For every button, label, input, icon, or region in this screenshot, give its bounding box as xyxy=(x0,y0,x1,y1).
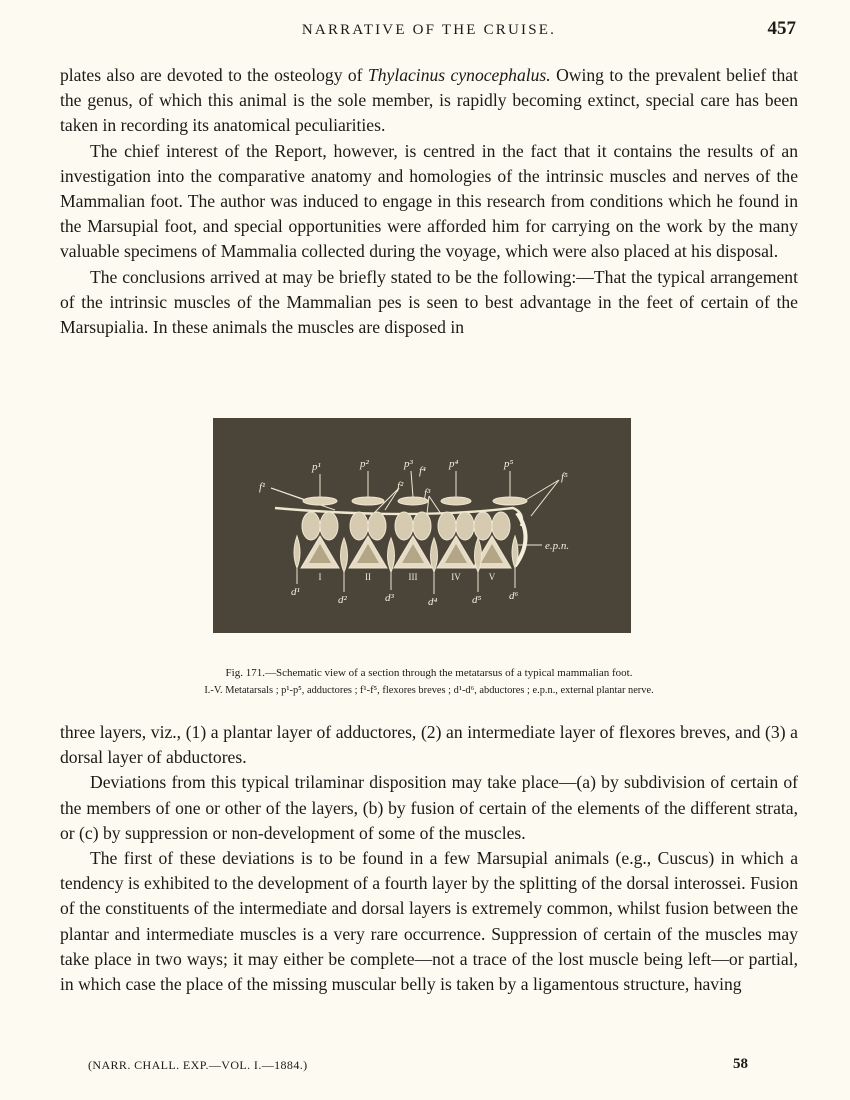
numeral-iv: IV xyxy=(451,572,461,582)
numeral-iii: III xyxy=(408,572,418,582)
figure-171 xyxy=(213,418,631,633)
label-f5: f⁵ xyxy=(561,471,568,483)
label-d3: d³ xyxy=(385,592,394,604)
numeral-ii: II xyxy=(365,572,371,582)
metatarsus-section-diagram xyxy=(213,418,631,633)
label-p3: p³ xyxy=(404,458,413,470)
page-footer xyxy=(88,1056,748,1078)
numeral-i: I xyxy=(318,572,322,582)
label-f1: f¹ xyxy=(259,481,266,493)
page-header xyxy=(60,18,798,44)
species-name: Thylacinus cynocephalus. xyxy=(367,65,551,85)
body-text-top xyxy=(60,63,798,340)
figure-caption-title: Fig. 171.—Schematic view of a section through the metatarsus of a typical mammalian foot. xyxy=(225,667,633,679)
paragraph-6: The first of these deviations is to be found in a few Marsupial animals (e.g., Cuscus) in which a tendency is exhibited to the development of a fourth layer by the splitting of the dorsal interossei. Fusion of the constituents of the intermediate and dorsal layers is extremely common, whilst fusion between the plantar and intermediate muscles is a very rare occurrence. Suppression of certain of the muscles may take place in two ways; it may either be complete—not a trace of the lost muscle being left—or partial, in which case the place of the missing muscular belly is taken by a ligamentous structure, having xyxy=(60,848,798,995)
label-f3: f³ xyxy=(424,487,431,499)
label-p5: p⁵ xyxy=(504,458,514,470)
paragraph-3: The conclusions arrived at may be briefly stated to be the following:—That the typical arrangement of the intrinsic muscles of the Mammalian pes is seen to best advantage in the feet of certain of the Marsupialia. In these animals the muscles are disposed in xyxy=(60,266,798,338)
label-d1: d¹ xyxy=(291,586,300,598)
label-d2: d² xyxy=(338,594,347,606)
label-f2: f² xyxy=(397,480,404,492)
label-d6: d⁶ xyxy=(509,590,519,602)
label-f4: f⁴ xyxy=(419,465,426,477)
paragraph-4: three layers, viz., (1) a plantar layer of adductores, (2) an intermediate layer of flexores breves, and (3) a dorsal layer of abductores. xyxy=(60,722,798,768)
body-text-bottom xyxy=(60,720,798,997)
page-number: 457 xyxy=(767,18,796,39)
label-epn: e.p.n. xyxy=(545,540,570,552)
paragraph-2: The chief interest of the Report, however, is centred in the fact that it contains the results of an investigation into the comparative anatomy and homologies of the intrinsic muscles and nerves of the Mammalian foot. The author was induced to engage in this research from conditions which he found in the Marsupial foot, and special opportunities were afforded him for carrying on the work by the many valuable specimens of Mammalia collected during the voyage, which were also placed at his disposal. xyxy=(60,140,798,262)
paragraph-5: Deviations from this typical trilaminar disposition may take place—(a) by subdivision of certain of the members of one or other of the layers, (b) by fusion of certain of the elements of the different strata, or (c) by suppression or non-development of some of the muscles. xyxy=(60,772,798,843)
figure-caption-legend: I.-V. Metatarsals ; p¹-p⁵, adductores ; f¹-f⁵, flexores breves ; d¹-d⁶, abductores ; e.p.n., external plantar nerve. xyxy=(204,685,654,696)
footer-citation: (NARR. CHALL. EXP.—VOL. I.—1884.) xyxy=(88,1058,308,1072)
signature-mark: 58 xyxy=(733,1056,748,1072)
label-p4: p⁴ xyxy=(449,458,459,470)
label-p2: p² xyxy=(360,458,369,470)
running-title: NARRATIVE OF THE CRUISE. xyxy=(301,22,557,38)
label-p1: p¹ xyxy=(312,461,321,473)
paragraph-1: plates also are devoted to the osteology of Thylacinus cynocephalus. Owing to the prevalent belief that the genus, of which this animal is the sole member, is rapidly becoming extinct, special care has been taken in recording its anatomical peculiarities. xyxy=(60,65,798,136)
label-d4: d⁴ xyxy=(428,596,438,608)
numeral-v: V xyxy=(488,572,496,582)
label-d5: d⁵ xyxy=(472,594,482,606)
